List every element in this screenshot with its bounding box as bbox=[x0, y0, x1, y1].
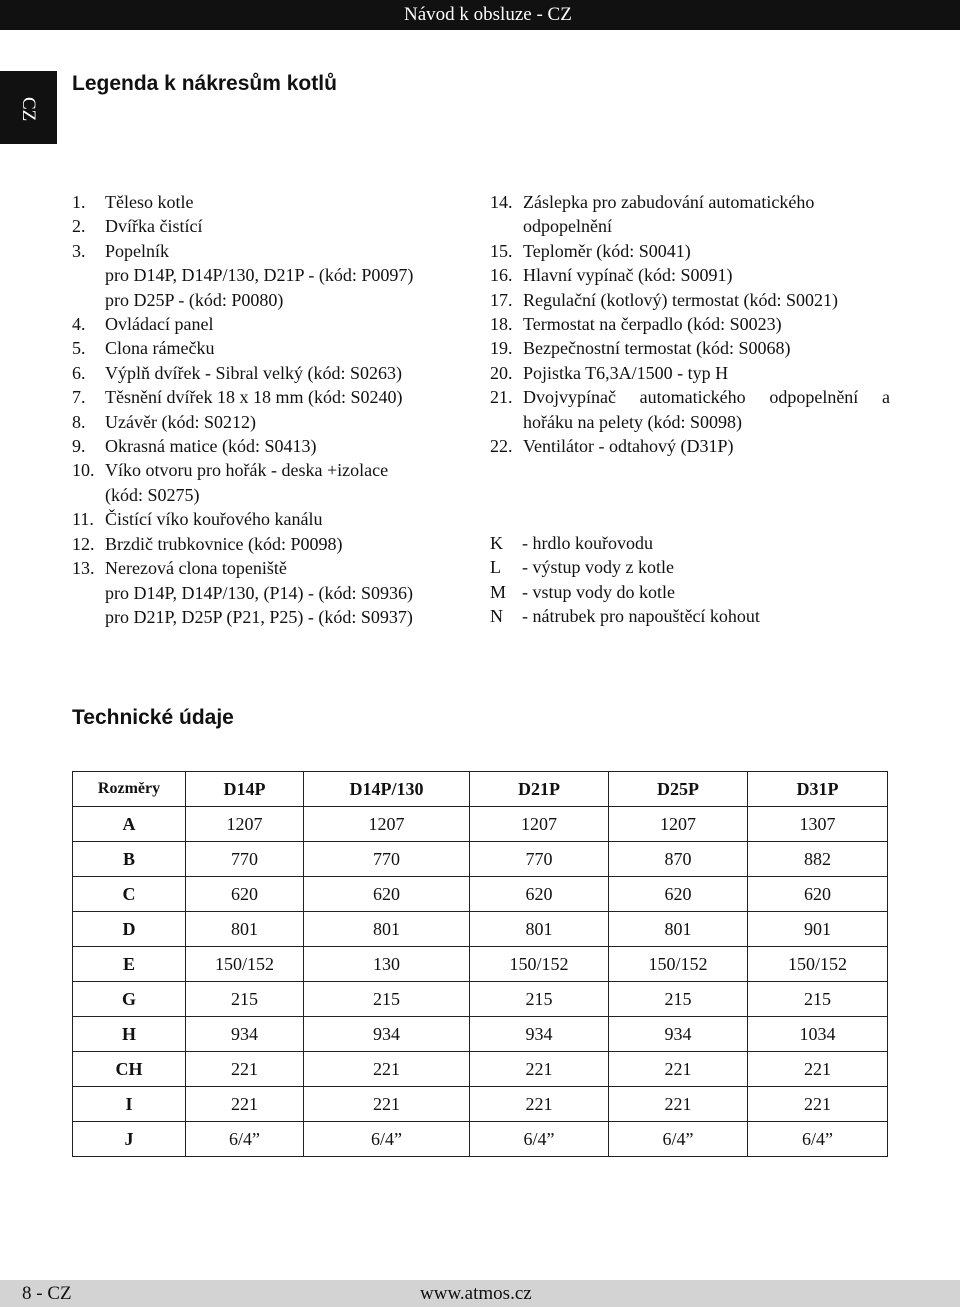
footer-website[interactable]: www.atmos.cz bbox=[420, 1283, 532, 1304]
table-cell: 221 bbox=[186, 1052, 304, 1087]
legend-item-text: Víko otvoru pro hořák - deska +izolace bbox=[105, 460, 389, 481]
legend-item-number: 8. bbox=[72, 411, 86, 432]
legend-right-column bbox=[490, 190, 890, 458]
legend-item-text: Teploměr (kód: S0041) bbox=[523, 240, 691, 261]
legend-item-text: pro D25P - (kód: P0080) bbox=[105, 289, 284, 310]
legend-item-text: Výplň dvířek - Sibral velký (kód: S0263) bbox=[105, 362, 402, 383]
dimension-label: E bbox=[73, 947, 186, 982]
connection-legend bbox=[490, 531, 760, 629]
legend-left-column bbox=[72, 190, 462, 629]
legend-item-number: 4. bbox=[72, 314, 86, 335]
connection-description: - hrdlo kouřovodu bbox=[522, 533, 653, 553]
table-cell: 934 bbox=[304, 1017, 470, 1052]
tech-header-model: D21P bbox=[470, 772, 609, 807]
legend-item-number bbox=[72, 483, 105, 507]
table-cell: 6/4” bbox=[748, 1122, 888, 1157]
dimension-label: D bbox=[73, 912, 186, 947]
table-row bbox=[73, 1087, 888, 1122]
legend-right-list bbox=[490, 190, 890, 458]
connection-legend-item bbox=[490, 555, 760, 579]
table-cell: 801 bbox=[186, 912, 304, 947]
legend-item bbox=[72, 385, 462, 409]
legend-item bbox=[72, 434, 462, 458]
table-cell: 620 bbox=[304, 877, 470, 912]
dimension-label: CH bbox=[73, 1052, 186, 1087]
legend-item-text: Popelník bbox=[105, 240, 170, 261]
table-cell: 215 bbox=[304, 982, 470, 1017]
legend-item-number bbox=[490, 410, 523, 434]
table-row bbox=[73, 842, 888, 877]
table-cell: 934 bbox=[470, 1017, 609, 1052]
connection-key: K bbox=[490, 533, 503, 553]
connection-description: - výstup vody z kotle bbox=[522, 557, 674, 578]
legend-item bbox=[72, 336, 462, 360]
legend-item bbox=[72, 410, 462, 434]
dimension-label: A bbox=[73, 807, 186, 842]
dimension-label: J bbox=[73, 1122, 186, 1157]
table-cell: 215 bbox=[470, 982, 609, 1017]
legend-item bbox=[490, 312, 890, 336]
table-cell: 221 bbox=[748, 1087, 888, 1122]
tech-title: Technické údaje bbox=[72, 706, 234, 729]
legend-item bbox=[490, 214, 890, 238]
connection-key: M bbox=[490, 581, 507, 602]
legend-item bbox=[72, 288, 462, 312]
dimension-label: H bbox=[73, 1017, 186, 1052]
dimension-label: I bbox=[73, 1087, 186, 1122]
legend-item-number: 5. bbox=[72, 338, 86, 359]
legend-item-text: Hlavní vypínač (kód: S0091) bbox=[523, 265, 733, 286]
table-cell: 934 bbox=[609, 1017, 748, 1052]
table-row bbox=[73, 807, 888, 842]
legend-item-number bbox=[72, 288, 105, 312]
connection-legend-item bbox=[490, 531, 760, 555]
legend-item-text: Okrasná matice (kód: S0413) bbox=[105, 436, 317, 457]
table-cell: 620 bbox=[609, 877, 748, 912]
legend-item bbox=[72, 239, 462, 263]
table-cell: 6/4” bbox=[304, 1122, 470, 1157]
tech-header-model: D14P bbox=[186, 772, 304, 807]
legend-item bbox=[72, 361, 462, 385]
tech-header-model: D31P bbox=[748, 772, 888, 807]
table-cell: 6/4” bbox=[470, 1122, 609, 1157]
table-cell: 150/152 bbox=[609, 947, 748, 982]
legend-item-text: Regulační (kotlový) termostat (kód: S0021) bbox=[523, 289, 838, 310]
legend-item bbox=[490, 434, 890, 458]
legend-item-number: 3. bbox=[72, 240, 86, 261]
legend-item-number: 20. bbox=[490, 362, 513, 383]
table-cell: 801 bbox=[470, 912, 609, 947]
legend-item-text: Clona rámečku bbox=[105, 338, 215, 359]
legend-item bbox=[490, 288, 890, 312]
dimension-label: C bbox=[73, 877, 186, 912]
table-cell: 221 bbox=[609, 1087, 748, 1122]
connection-description: - vstup vody do kotle bbox=[522, 581, 675, 602]
legend-item-text: Těleso kotle bbox=[105, 192, 194, 212]
legend-item-number: 6. bbox=[72, 362, 86, 383]
legend-item bbox=[72, 312, 462, 336]
table-cell: 620 bbox=[748, 877, 888, 912]
table-cell: 150/152 bbox=[470, 947, 609, 982]
legend-item-text: Těsnění dvířek 18 x 18 mm (kód: S0240) bbox=[105, 387, 403, 408]
legend-item-text: Termostat na čerpadlo (kód: S0023) bbox=[523, 314, 782, 335]
tech-table-body bbox=[73, 807, 888, 1157]
legend-item bbox=[72, 190, 462, 214]
connection-legend-item bbox=[490, 604, 760, 628]
legend-left-list bbox=[72, 190, 462, 629]
legend-item-number: 10. bbox=[72, 460, 95, 481]
legend-item bbox=[490, 190, 890, 214]
legend-item-text: pro D14P, D14P/130, (P14) - (kód: S0936) bbox=[105, 582, 414, 603]
legend-item-text: Dvířka čistící bbox=[105, 216, 203, 237]
connection-description: - nátrubek pro napouštěcí kohout bbox=[522, 606, 760, 627]
legend-item-text: pro D21P, D25P (P21, P25) - (kód: S0937) bbox=[105, 606, 413, 627]
legend-item bbox=[490, 239, 890, 263]
legend-item-text: hořáku na pelety (kód: S0098) bbox=[523, 411, 742, 432]
table-cell: 1207 bbox=[609, 807, 748, 842]
table-cell: 770 bbox=[186, 842, 304, 877]
legend-title: Legenda k nákresům kotlů bbox=[72, 72, 337, 95]
table-cell: 620 bbox=[186, 877, 304, 912]
table-row bbox=[73, 912, 888, 947]
dimension-label: B bbox=[73, 842, 186, 877]
table-cell: 215 bbox=[186, 982, 304, 1017]
table-cell: 901 bbox=[748, 912, 888, 947]
table-row bbox=[73, 947, 888, 982]
table-cell: 6/4” bbox=[186, 1122, 304, 1157]
legend-item-number: 7. bbox=[72, 387, 86, 408]
table-row bbox=[73, 1122, 888, 1157]
legend-item-number bbox=[72, 581, 105, 605]
legend-item-number: 16. bbox=[490, 265, 513, 286]
legend-item-number: 15. bbox=[490, 240, 513, 261]
legend-item bbox=[490, 361, 890, 385]
tech-header-model: D25P bbox=[609, 772, 748, 807]
table-cell: 150/152 bbox=[748, 947, 888, 982]
footer-bar bbox=[0, 1280, 960, 1307]
legend-item-number: 19. bbox=[490, 338, 513, 359]
tech-header-dimensions: Rozměry bbox=[73, 772, 186, 807]
legend-item bbox=[72, 532, 462, 556]
side-language-tab-label: CZ bbox=[18, 97, 39, 122]
table-cell: 221 bbox=[470, 1087, 609, 1122]
table-cell: 221 bbox=[470, 1052, 609, 1087]
legend-item bbox=[72, 581, 462, 605]
legend-item-number bbox=[72, 605, 105, 629]
table-row bbox=[73, 1052, 888, 1087]
table-row bbox=[73, 877, 888, 912]
legend-item-number: 1. bbox=[72, 192, 86, 212]
table-cell: 150/152 bbox=[186, 947, 304, 982]
legend-item-number: 17. bbox=[490, 289, 513, 310]
legend-item-text: Bezpečnostní termostat (kód: S0068) bbox=[523, 338, 791, 359]
table-cell: 215 bbox=[748, 982, 888, 1017]
legend-item-number: 9. bbox=[72, 436, 86, 457]
table-row bbox=[73, 982, 888, 1017]
legend-item-text: Nerezová clona topeniště bbox=[105, 558, 287, 579]
header-bar bbox=[0, 0, 960, 30]
legend-item-number: 22. bbox=[490, 436, 513, 457]
legend-item-text: Pojistka T6,3A/1500 - typ H bbox=[523, 362, 729, 383]
tech-table bbox=[72, 771, 888, 1157]
table-cell: 1034 bbox=[748, 1017, 888, 1052]
legend-item-number: 12. bbox=[72, 533, 95, 554]
legend-item bbox=[72, 507, 462, 531]
connection-key: L bbox=[490, 557, 501, 578]
table-cell: 130 bbox=[304, 947, 470, 982]
legend-item-number: 18. bbox=[490, 314, 513, 335]
legend-item-text: odpopelnění bbox=[523, 216, 612, 237]
table-cell: 801 bbox=[609, 912, 748, 947]
dimension-label: G bbox=[73, 982, 186, 1017]
legend-item-text: Ventilátor - odtahový (D31P) bbox=[523, 436, 734, 457]
legend-item-number: 2. bbox=[72, 216, 86, 237]
legend-item bbox=[490, 336, 890, 360]
table-cell: 1207 bbox=[470, 807, 609, 842]
legend-item-number: 14. bbox=[490, 192, 513, 212]
legend-item-number bbox=[72, 263, 105, 287]
table-cell: 801 bbox=[304, 912, 470, 947]
table-cell: 770 bbox=[470, 842, 609, 877]
connection-legend-item bbox=[490, 580, 760, 604]
legend-item-text: (kód: S0275) bbox=[105, 484, 200, 505]
legend-item bbox=[72, 458, 462, 482]
table-cell: 6/4” bbox=[609, 1122, 748, 1157]
legend-item-number bbox=[490, 214, 523, 238]
legend-item bbox=[490, 410, 890, 434]
legend-item-text: Záslepka pro zabudování automatického bbox=[523, 192, 815, 212]
table-cell: 221 bbox=[304, 1087, 470, 1122]
tech-table-header-row bbox=[73, 772, 888, 807]
legend-item bbox=[490, 263, 890, 287]
legend-item-text: Dvojvypínač automatického odpopelnění a bbox=[523, 387, 890, 408]
table-cell: 1207 bbox=[304, 807, 470, 842]
legend-item-text: Čistící víko kouřového kanálu bbox=[105, 509, 323, 530]
table-cell: 215 bbox=[609, 982, 748, 1017]
table-cell: 221 bbox=[609, 1052, 748, 1087]
table-cell: 221 bbox=[748, 1052, 888, 1087]
table-cell: 221 bbox=[186, 1087, 304, 1122]
table-row bbox=[73, 1017, 888, 1052]
legend-item-number: 13. bbox=[72, 558, 95, 579]
table-cell: 882 bbox=[748, 842, 888, 877]
legend-item-text: Brzdič trubkovnice (kód: P0098) bbox=[105, 533, 343, 554]
table-cell: 620 bbox=[470, 877, 609, 912]
legend-item bbox=[72, 214, 462, 238]
legend-item bbox=[72, 556, 462, 580]
connection-key: N bbox=[490, 606, 503, 627]
legend-item-number: 21. bbox=[490, 387, 513, 408]
legend-item-text: pro D14P, D14P/130, D21P - (kód: P0097) bbox=[105, 265, 414, 286]
legend-item bbox=[72, 263, 462, 287]
tech-header-model: D14P/130 bbox=[304, 772, 470, 807]
table-cell: 1307 bbox=[748, 807, 888, 842]
table-cell: 770 bbox=[304, 842, 470, 877]
header-title: Návod k obsluze - CZ bbox=[404, 4, 572, 25]
table-cell: 934 bbox=[186, 1017, 304, 1052]
table-cell: 870 bbox=[609, 842, 748, 877]
footer-page-number: 8 - CZ bbox=[22, 1283, 72, 1304]
legend-item bbox=[72, 483, 462, 507]
table-cell: 221 bbox=[304, 1052, 470, 1087]
legend-item-number: 11. bbox=[72, 509, 94, 530]
legend-item-text: Ovládací panel bbox=[105, 314, 214, 335]
legend-item-text: Uzávěr (kód: S0212) bbox=[105, 411, 256, 432]
legend-item bbox=[490, 385, 890, 409]
table-cell: 1207 bbox=[186, 807, 304, 842]
legend-item bbox=[72, 605, 462, 629]
